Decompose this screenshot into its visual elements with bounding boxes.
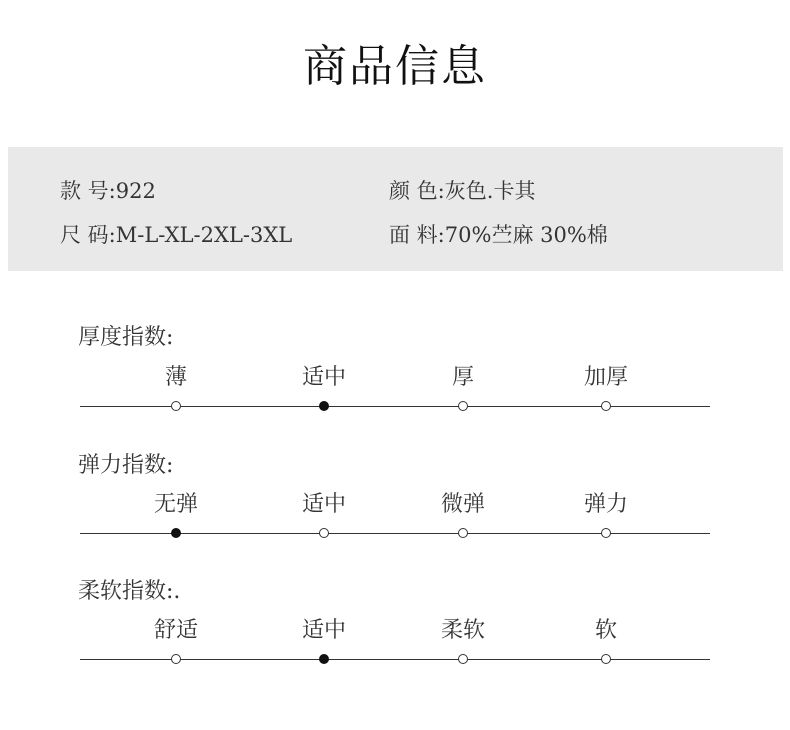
color-value: 灰色.卡其: [444, 179, 536, 203]
option-dot: [601, 654, 611, 664]
option-dot: [319, 528, 329, 538]
option-label: 无弹: [153, 492, 199, 517]
option-label: 软: [594, 618, 618, 643]
elasticity-scale: [80, 487, 710, 547]
fabric-value: 70%苎麻 30%棉: [444, 223, 608, 247]
option-dot: [458, 654, 468, 664]
color-label: 颜 色:: [389, 179, 445, 203]
option-dot: [601, 401, 611, 411]
option-label: 适中: [301, 365, 347, 390]
softness-title: 柔软指数:.: [78, 579, 181, 604]
color-row: [389, 175, 535, 205]
option-dot: [171, 654, 181, 664]
fabric-row: [389, 219, 608, 249]
size-value: M-L-XL-2XL-3XL: [115, 223, 293, 247]
option-dot: [458, 528, 468, 538]
softness-scale: [80, 613, 710, 673]
thickness-title: 厚度指数:: [78, 325, 174, 350]
option-dot: [601, 528, 611, 538]
fabric-label: 面 料:: [389, 223, 445, 247]
option-label: 柔软: [440, 618, 486, 643]
option-label: 厚: [451, 365, 475, 390]
style-no-value: 922: [115, 179, 156, 203]
option-label: 舒适: [153, 618, 199, 643]
option-label: 加厚: [583, 365, 629, 390]
style-no-row: [60, 175, 156, 205]
size-row: [60, 219, 292, 249]
size-label: 尺 码:: [60, 223, 116, 247]
option-label: 适中: [301, 618, 347, 643]
option-label: 适中: [301, 492, 347, 517]
page-title: 商品信息: [303, 41, 487, 92]
option-label: 薄: [164, 365, 188, 390]
thickness-scale: [80, 360, 710, 420]
option-dot: [319, 654, 329, 664]
elasticity-title: 弹力指数:: [78, 453, 174, 478]
option-label: 弹力: [583, 492, 629, 517]
option-label: 微弹: [440, 492, 486, 517]
style-no-label: 款 号:: [60, 179, 116, 203]
option-dot: [171, 528, 181, 538]
info-panel: [8, 147, 783, 271]
option-dot: [458, 401, 468, 411]
option-dot: [319, 401, 329, 411]
option-dot: [171, 401, 181, 411]
